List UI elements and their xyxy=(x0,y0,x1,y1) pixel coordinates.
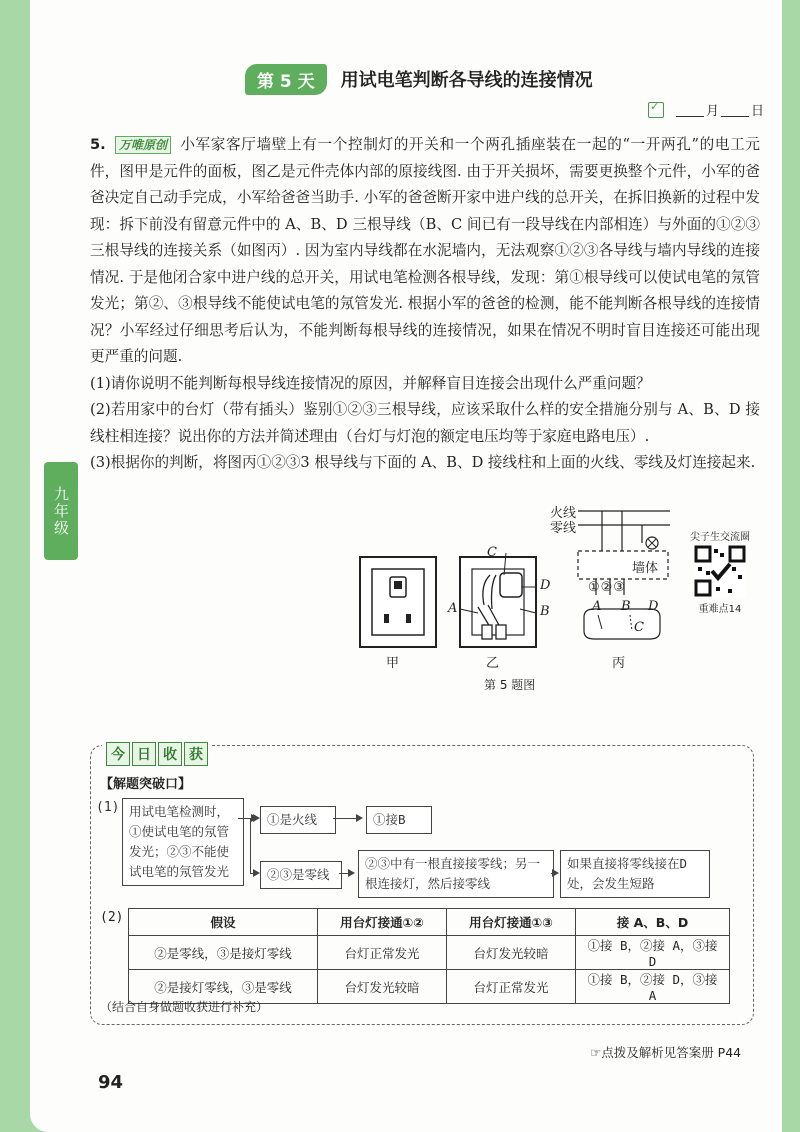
question-5 xyxy=(90,132,760,477)
page-title: 用试电笔判断各导线的连接情况 xyxy=(340,70,593,91)
part2-label: (2) xyxy=(100,910,124,925)
label-A-yi: A xyxy=(448,601,458,616)
sub-question-1: (1)请你说明不能判断每根导线连接情况的原因，并解释盲目连接会出现什么严重问题？ xyxy=(90,374,651,392)
table-header: 接 A、B、D xyxy=(576,909,730,936)
flow-box-start: 用试电笔检测时，①使试电笔的氖管发光；②③不能使试电笔的氖管发光 xyxy=(122,798,244,886)
month-label: 月 xyxy=(706,104,720,119)
table-cell: 台灯正常发光 xyxy=(447,970,576,1004)
label-bing: 丙 xyxy=(612,656,626,671)
sub-question-3: (3)根据你的判断，将图丙①②③3 根导线与下面的 A、B、D 接线柱和上面的火线、零线及灯连接起来. xyxy=(90,454,756,471)
original-badge: 万唯原创 xyxy=(115,136,171,154)
qr-code-block[interactable] xyxy=(680,528,760,615)
flow-box-short-circuit: 如果直接将零线接在D处，会发生短路 xyxy=(560,850,710,898)
day-label: 日 xyxy=(751,104,765,119)
table-header: 用台灯接通①② xyxy=(318,909,447,936)
summary-char: 收 xyxy=(158,742,182,766)
table-cell: ①接 B，②接 D，③接 A xyxy=(576,970,730,1004)
zero-line-label: 零线 xyxy=(550,521,577,536)
table-cell: 台灯正常发光 xyxy=(318,936,447,970)
summary-char: 今 xyxy=(106,742,130,766)
label-jia: 甲 xyxy=(386,656,400,671)
summary-char: 获 xyxy=(184,742,208,766)
date-line xyxy=(648,100,764,119)
flow-box-connect-b: ①接B xyxy=(366,806,432,834)
figure-diagrams xyxy=(340,495,680,675)
question-body: 小军家客厅墙壁上有一个控制灯的开关和一个两孔插座装在一起的“一开两孔”的电工元件，图甲是元件的面板，图乙是元件壳体内部的原接线图. 由于开关损坏，需要更换整个元件，小军的爸爸决定自己动手完成，小军给爸爸当助手. 小军的爸爸断开家中进户线的总开关，在拆旧换新的过程中发现：拆下前没有留意元件中的 A、B、D 三根导线（B、C 间已有一段导线在内部相连）与外面的①②③三根导线的连接关系（如图丙）. 因为室内导线都在水泥墙内，无法观察①②③各导线与墙内导线的连接情况. 于是他闭合家中进户线的总开关，用试电笔检测各根导线，发现：第①根导线可以使试电笔的氖管发光；第②、③根导线不能使试电笔的氖管发光. 根据小军的爸爸的检测，能不能判断各根导线的连接情况？小军经过仔细思考后认为，不能判断每根导线的连接情况，如果在情况不明时盲目连接还可能出现更严重的问题. xyxy=(90,136,760,365)
label-C-bing: C xyxy=(634,620,644,635)
day-badge: 第 5 天 xyxy=(245,64,327,95)
table-cell: ②是接灯零线，③是零线 xyxy=(129,970,318,1004)
page-number: 94 xyxy=(98,1072,124,1093)
figure-yi-panel xyxy=(460,553,536,647)
supplement-note: （结合自身做题收获进行补充） xyxy=(100,1000,269,1014)
table-cell: 台灯发光较暗 xyxy=(318,970,447,1004)
summary-char: 日 xyxy=(132,742,156,766)
label-A-bing: A xyxy=(592,599,602,614)
label-B-bing: B xyxy=(621,599,631,614)
label-yi: 乙 xyxy=(486,656,500,671)
figure-caption: 第 5 题图 xyxy=(484,678,536,692)
table-cell: ①接 B，②接 A，③接 D xyxy=(576,936,730,970)
figure-jia-panel xyxy=(360,557,436,647)
table-cell: 台灯发光较暗 xyxy=(447,936,576,970)
table-header: 假设 xyxy=(129,909,318,936)
question-number: 5. xyxy=(90,136,106,153)
qr-code-icon xyxy=(694,545,746,597)
flow-box-zero: ②③是零线 xyxy=(260,861,342,889)
table-cell: ②是零线，③是接灯零线 xyxy=(129,936,318,970)
table-row xyxy=(129,936,730,970)
label-C-yi: C xyxy=(487,545,497,560)
table-header: 用台灯接通①③ xyxy=(447,909,576,936)
summary-title xyxy=(102,742,212,766)
qr-title: 尖子生交流圈 xyxy=(690,532,750,543)
label-D-yi: D xyxy=(540,578,551,593)
part1-label: (1) xyxy=(96,800,120,815)
flow-box-one-zero: ②③中有一根直接接零线；另一根连接灯，然后接零线 xyxy=(358,850,554,898)
answer-reference: ☞点拨及解析见答案册 P44 xyxy=(590,1045,742,1060)
wire-numbers: ①②③ xyxy=(588,580,626,595)
grade-side-tab: 九年级 xyxy=(44,462,78,560)
page-header xyxy=(245,64,593,94)
flow-box-fire: ①是火线 xyxy=(260,806,336,834)
label-B-yi: B xyxy=(540,604,550,619)
fire-line-label: 火线 xyxy=(550,506,577,521)
summary-table xyxy=(128,908,730,1004)
table-header-row xyxy=(129,909,730,936)
calendar-check-icon xyxy=(648,102,664,118)
label-D-bing: D xyxy=(648,599,659,614)
qr-subtitle: 重难点14 xyxy=(698,604,742,615)
sub-question-2: (2)若用家中的台灯（带有插头）鉴别①②③三根导线，应该采取什么样的安全措施分别与 A、B、D 接线柱相连接？说出你的方法并简述理由（台灯与灯泡的额定电压均等于家庭电路电压）. xyxy=(90,401,760,445)
solution-breakthrough-label: 【解题突破口】 xyxy=(100,777,192,792)
wall-label: 墙体 xyxy=(632,561,659,576)
